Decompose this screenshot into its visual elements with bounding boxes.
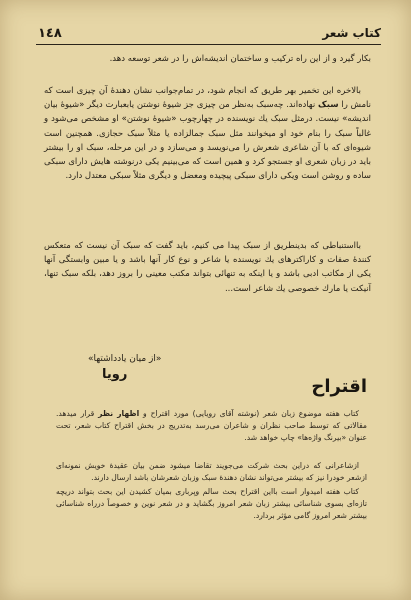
author-signature: رویا xyxy=(102,367,128,382)
paragraph-1: بکار گیرد و از این راه ترکیب و ساختمان اندیشه‌اش را در شعر توسعه دهد. xyxy=(109,54,371,64)
page-number: ١٤٨ xyxy=(38,26,62,41)
paragraph-2-start: بالاخره این تخمیر بهر طریق که انجام شود، در تمام‌جوانب نشان دهندهٔ آن چیزی است که نامش را xyxy=(44,86,372,111)
notice-paragraph-1 xyxy=(56,408,367,445)
running-header xyxy=(36,26,381,45)
notice-1-rest: قرار میدهد. مقالاتی که توسط صاحب نظران و شاعران می‌رسد به‌تدریج در بخش اقتراح کتاب شعر، تحت عنوان «بیرنگ واژه‌ها» چاپ خواهد شد. xyxy=(56,409,367,443)
paragraph-2-rest: نهاده‌اند. چه‌سبک به‌نظر من چیزی جز شیوهٔ نوشتن یابعبارت دیگر «شیوهٔ بیان اندیشه» نیست. درمثل سبک یك نویسنده در چهارچوب «شیوهٔ نوشتن» او مشخص می‌شود و غالباً سبک را بنام خود او میخوانند مثل سبک جمالزاده یا مثلاً سبک حجازی. همچنین است شیوه‌ای که با آن شاعری شعرش را می‌نویسد و می‌سازد و در این مرحله، سبک او را بیشتر باید در زبان شعری او جستجو کرد و همین است که می‌بینیم یکی درنوشته هایش دارای سبکی ساده و روشن است ویکی دارای سبکی پیچیده ومعضل و دیگری مثلاً سبکی معتدل دارد. xyxy=(44,100,371,182)
notice-1-start: کتاب هفته موضوع زبان شعر (نوشته آقای رویایی) مورد اقتراح و xyxy=(139,409,359,418)
running-title: کتاب شعر xyxy=(322,26,381,40)
source-line: «از میان یادداشتها» xyxy=(88,354,162,364)
notice-bold-term: اظهار نظر xyxy=(98,409,140,418)
paragraph-2 xyxy=(44,84,371,183)
term-style-bold: سبک xyxy=(318,100,339,111)
paragraph-3: بااستنباطی که بدینطریق از سبک پیدا می کنیم، باید گفت که سبک آن نیست که متعکس کنندهٔ صفات و کاراکترهای یك نویسنده یا شاعر و نوع کار آنها باشد و یا مبین وابستگی آنها یکی از مکاتب ادبی باشد و یا اینکه به تنهائی بتواند مکتب معینی را بروز دهد، بلکه سبک تنها، آنیکت یا مارك خصوصی یك شاعر است... xyxy=(44,241,371,294)
notice-paragraph-3: کتاب هفته امیدوار است بااین اقتراح بحث سالم وپرباری بمیان کشیدن این بحث بتواند دریچه تازه‌ای بسوی شناسائی بیشتر زبان شعر امروز بگشاید و در شعر نوین و خصوصاً درراه شناسائی بیشتر شعر امروز گامی مؤثر بردارد. xyxy=(56,487,367,521)
notice-paragraph-2: ازشاعرانی که دراین بحث شرکت می‌جویند تقاضا میشود ضمن بیان عقیدهٔ خویش نمونه‌ای ازشعر خودرا نیز که بیشتر می‌تواند نشان دهندهٔ سبک وزبان شعرشان باشد ارسال دارند. xyxy=(56,461,367,483)
section-heading: اقتراح xyxy=(311,376,367,397)
